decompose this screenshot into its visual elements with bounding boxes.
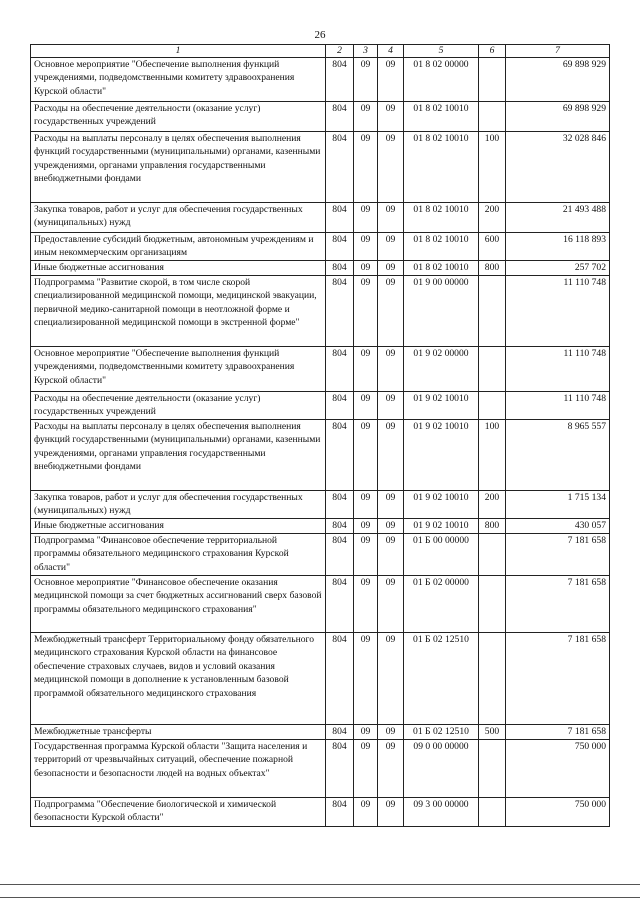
amount: 32 028 846 bbox=[506, 132, 610, 203]
ministry-code: 804 bbox=[326, 725, 354, 740]
expense-type-code bbox=[479, 798, 506, 827]
table-row bbox=[31, 491, 610, 519]
expense-type-code: 800 bbox=[479, 261, 506, 276]
section-code: 09 bbox=[354, 276, 378, 347]
expense-type-code bbox=[479, 633, 506, 725]
expense-type-code: 200 bbox=[479, 203, 506, 233]
amount: 750 000 bbox=[506, 740, 610, 798]
table-row bbox=[31, 102, 610, 132]
budget-table bbox=[30, 44, 610, 827]
section-code: 09 bbox=[354, 633, 378, 725]
row-description: Иные бюджетные ассигнования bbox=[31, 261, 326, 276]
expense-type-code: 100 bbox=[479, 132, 506, 203]
bottom-rule bbox=[0, 897, 640, 898]
row-description: Расходы на выплаты персоналу в целях обеспечения выполнения функций государственными (муниципальными) органами, казенными учреждениями, органами управления государственными внебюджетными фондами bbox=[31, 132, 326, 203]
subsection-code: 09 bbox=[378, 276, 404, 347]
ministry-code: 804 bbox=[326, 276, 354, 347]
column-header: 2 bbox=[326, 45, 354, 58]
table-row bbox=[31, 725, 610, 740]
target-article-code: 01 Б 02 12510 bbox=[404, 725, 479, 740]
section-code: 09 bbox=[354, 392, 378, 420]
ministry-code: 804 bbox=[326, 392, 354, 420]
row-description: Межбюджетные трансферты bbox=[31, 725, 326, 740]
bottom-rule bbox=[0, 884, 640, 885]
amount: 8 965 557 bbox=[506, 420, 610, 491]
column-header: 3 bbox=[354, 45, 378, 58]
ministry-code: 804 bbox=[326, 740, 354, 798]
row-description: Государственная программа Курской области "Защита населения и территорий от чрезвычайных ситуаций, обеспечение пожарной безопасности и безопасности людей на водных объектах" bbox=[31, 740, 326, 798]
amount: 257 702 bbox=[506, 261, 610, 276]
target-article-code: 01 Б 02 00000 bbox=[404, 576, 479, 633]
row-description: Основное мероприятие "Обеспечение выполнения функций учреждениями, подведомственными комитету здравоохранения Курской области" bbox=[31, 58, 326, 102]
row-description: Закупка товаров, работ и услуг для обеспечения государственных (муниципальных) нужд bbox=[31, 491, 326, 519]
expense-type-code: 800 bbox=[479, 519, 506, 534]
ministry-code: 804 bbox=[326, 534, 354, 576]
section-code: 09 bbox=[354, 798, 378, 827]
ministry-code: 804 bbox=[326, 576, 354, 633]
row-description: Основное мероприятие "Обеспечение выполнения функций учреждениями, подведомственными комитету здравоохранения Курской области" bbox=[31, 347, 326, 392]
target-article-code: 01 8 02 10010 bbox=[404, 203, 479, 233]
expense-type-code bbox=[479, 392, 506, 420]
section-code: 09 bbox=[354, 347, 378, 392]
row-description: Расходы на выплаты персоналу в целях обеспечения выполнения функций государственными (муниципальными) органами, казенными учреждениями, органами управления государственными внебюджетными фондами bbox=[31, 420, 326, 491]
section-code: 09 bbox=[354, 491, 378, 519]
amount: 21 493 488 bbox=[506, 203, 610, 233]
expense-type-code bbox=[479, 347, 506, 392]
subsection-code: 09 bbox=[378, 491, 404, 519]
section-code: 09 bbox=[354, 132, 378, 203]
target-article-code: 01 8 02 10010 bbox=[404, 132, 479, 203]
target-article-code: 01 Б 02 12510 bbox=[404, 633, 479, 725]
subsection-code: 09 bbox=[378, 102, 404, 132]
row-description: Иные бюджетные ассигнования bbox=[31, 519, 326, 534]
amount: 11 110 748 bbox=[506, 392, 610, 420]
amount: 11 110 748 bbox=[506, 276, 610, 347]
amount: 7 181 658 bbox=[506, 534, 610, 576]
ministry-code: 804 bbox=[326, 132, 354, 203]
ministry-code: 804 bbox=[326, 203, 354, 233]
expense-type-code bbox=[479, 576, 506, 633]
amount: 750 000 bbox=[506, 798, 610, 827]
column-header: 4 bbox=[378, 45, 404, 58]
expense-type-code bbox=[479, 102, 506, 132]
amount: 430 057 bbox=[506, 519, 610, 534]
row-description: Межбюджетный трансферт Территориальному фонду обязательного медицинского страхования Курской области на финансовое обеспечение страховых случаев, видов и условий оказания медицинской помощи в дополнение к установленным базовой программой обязательного медицинского страхования bbox=[31, 633, 326, 725]
subsection-code: 09 bbox=[378, 261, 404, 276]
row-description: Подпрограмма "Обеспечение биологической и химической безопасности Курской области" bbox=[31, 798, 326, 827]
subsection-code: 09 bbox=[378, 725, 404, 740]
table-row bbox=[31, 203, 610, 233]
expense-type-code: 200 bbox=[479, 491, 506, 519]
subsection-code: 09 bbox=[378, 798, 404, 827]
target-article-code: 01 9 02 10010 bbox=[404, 519, 479, 534]
row-description: Подпрограмма "Финансовое обеспечение территориальной программы обязательного медицинского страхования Курской области" bbox=[31, 534, 326, 576]
expense-type-code bbox=[479, 58, 506, 102]
section-code: 09 bbox=[354, 102, 378, 132]
subsection-code: 09 bbox=[378, 576, 404, 633]
amount: 69 898 929 bbox=[506, 58, 610, 102]
subsection-code: 09 bbox=[378, 740, 404, 798]
subsection-code: 09 bbox=[378, 347, 404, 392]
target-article-code: 09 3 00 00000 bbox=[404, 798, 479, 827]
section-code: 09 bbox=[354, 725, 378, 740]
section-code: 09 bbox=[354, 203, 378, 233]
target-article-code: 01 Б 00 00000 bbox=[404, 534, 479, 576]
target-article-code: 01 9 02 00000 bbox=[404, 347, 479, 392]
table-row bbox=[31, 519, 610, 534]
amount: 11 110 748 bbox=[506, 347, 610, 392]
section-code: 09 bbox=[354, 58, 378, 102]
subsection-code: 09 bbox=[378, 392, 404, 420]
target-article-code: 01 9 02 10010 bbox=[404, 491, 479, 519]
section-code: 09 bbox=[354, 740, 378, 798]
ministry-code: 804 bbox=[326, 420, 354, 491]
ministry-code: 804 bbox=[326, 347, 354, 392]
column-header: 6 bbox=[479, 45, 506, 58]
subsection-code: 09 bbox=[378, 420, 404, 491]
amount: 1 715 134 bbox=[506, 491, 610, 519]
section-code: 09 bbox=[354, 420, 378, 491]
table-header-row bbox=[31, 45, 610, 58]
expense-type-code bbox=[479, 740, 506, 798]
table-row bbox=[31, 261, 610, 276]
subsection-code: 09 bbox=[378, 633, 404, 725]
target-article-code: 01 8 02 10010 bbox=[404, 233, 479, 261]
target-article-code: 01 8 02 10010 bbox=[404, 102, 479, 132]
ministry-code: 804 bbox=[326, 102, 354, 132]
page-number: 26 bbox=[314, 29, 326, 41]
table-row bbox=[31, 392, 610, 420]
ministry-code: 804 bbox=[326, 233, 354, 261]
table-row bbox=[31, 534, 610, 576]
section-code: 09 bbox=[354, 233, 378, 261]
amount: 69 898 929 bbox=[506, 102, 610, 132]
amount: 7 181 658 bbox=[506, 725, 610, 740]
section-code: 09 bbox=[354, 261, 378, 276]
subsection-code: 09 bbox=[378, 233, 404, 261]
target-article-code: 01 9 02 10010 bbox=[404, 392, 479, 420]
column-header: 7 bbox=[506, 45, 610, 58]
section-code: 09 bbox=[354, 534, 378, 576]
amount: 7 181 658 bbox=[506, 576, 610, 633]
expense-type-code: 600 bbox=[479, 233, 506, 261]
expense-type-code: 500 bbox=[479, 725, 506, 740]
subsection-code: 09 bbox=[378, 58, 404, 102]
section-code: 09 bbox=[354, 519, 378, 534]
table-row bbox=[31, 420, 610, 491]
row-description: Основное мероприятие "Финансовое обеспечение оказания медицинской помощи за счет бюджетных ассигнований сверх базовой программы обязательного медицинского страхования" bbox=[31, 576, 326, 633]
row-description: Закупка товаров, работ и услуг для обеспечения государственных (муниципальных) нужд bbox=[31, 203, 326, 233]
row-description: Предоставление субсидий бюджетным, автономным учреждениям и иным некоммерческим организациям bbox=[31, 233, 326, 261]
ministry-code: 804 bbox=[326, 798, 354, 827]
subsection-code: 09 bbox=[378, 534, 404, 576]
table-row bbox=[31, 276, 610, 347]
table-row bbox=[31, 633, 610, 725]
table-row bbox=[31, 58, 610, 102]
row-description: Расходы на обеспечение деятельности (оказание услуг) государственных учреждений bbox=[31, 102, 326, 132]
ministry-code: 804 bbox=[326, 58, 354, 102]
ministry-code: 804 bbox=[326, 519, 354, 534]
subsection-code: 09 bbox=[378, 132, 404, 203]
section-code: 09 bbox=[354, 576, 378, 633]
subsection-code: 09 bbox=[378, 519, 404, 534]
row-description: Расходы на обеспечение деятельности (оказание услуг) государственных учреждений bbox=[31, 392, 326, 420]
target-article-code: 01 9 02 10010 bbox=[404, 420, 479, 491]
ministry-code: 804 bbox=[326, 633, 354, 725]
amount: 16 118 893 bbox=[506, 233, 610, 261]
table-row bbox=[31, 576, 610, 633]
table-row bbox=[31, 798, 610, 827]
table-row bbox=[31, 132, 610, 203]
column-header: 1 bbox=[31, 45, 326, 58]
budget-table-body bbox=[31, 45, 610, 827]
table-row bbox=[31, 740, 610, 798]
ministry-code: 804 bbox=[326, 261, 354, 276]
expense-type-code bbox=[479, 534, 506, 576]
subsection-code: 09 bbox=[378, 203, 404, 233]
table-row bbox=[31, 233, 610, 261]
table-row bbox=[31, 347, 610, 392]
expense-type-code bbox=[479, 276, 506, 347]
amount: 7 181 658 bbox=[506, 633, 610, 725]
column-header: 5 bbox=[404, 45, 479, 58]
ministry-code: 804 bbox=[326, 491, 354, 519]
row-description: Подпрограмма "Развитие скорой, в том числе скорой специализированной медицинской помощи, медицинской эвакуации, первичной медико-санитарной помощи в неотложной форме и специализированной медицинской помощи в экстренной форме" bbox=[31, 276, 326, 347]
target-article-code: 09 0 00 00000 bbox=[404, 740, 479, 798]
target-article-code: 01 9 00 00000 bbox=[404, 276, 479, 347]
target-article-code: 01 8 02 00000 bbox=[404, 58, 479, 102]
target-article-code: 01 8 02 10010 bbox=[404, 261, 479, 276]
expense-type-code: 100 bbox=[479, 420, 506, 491]
